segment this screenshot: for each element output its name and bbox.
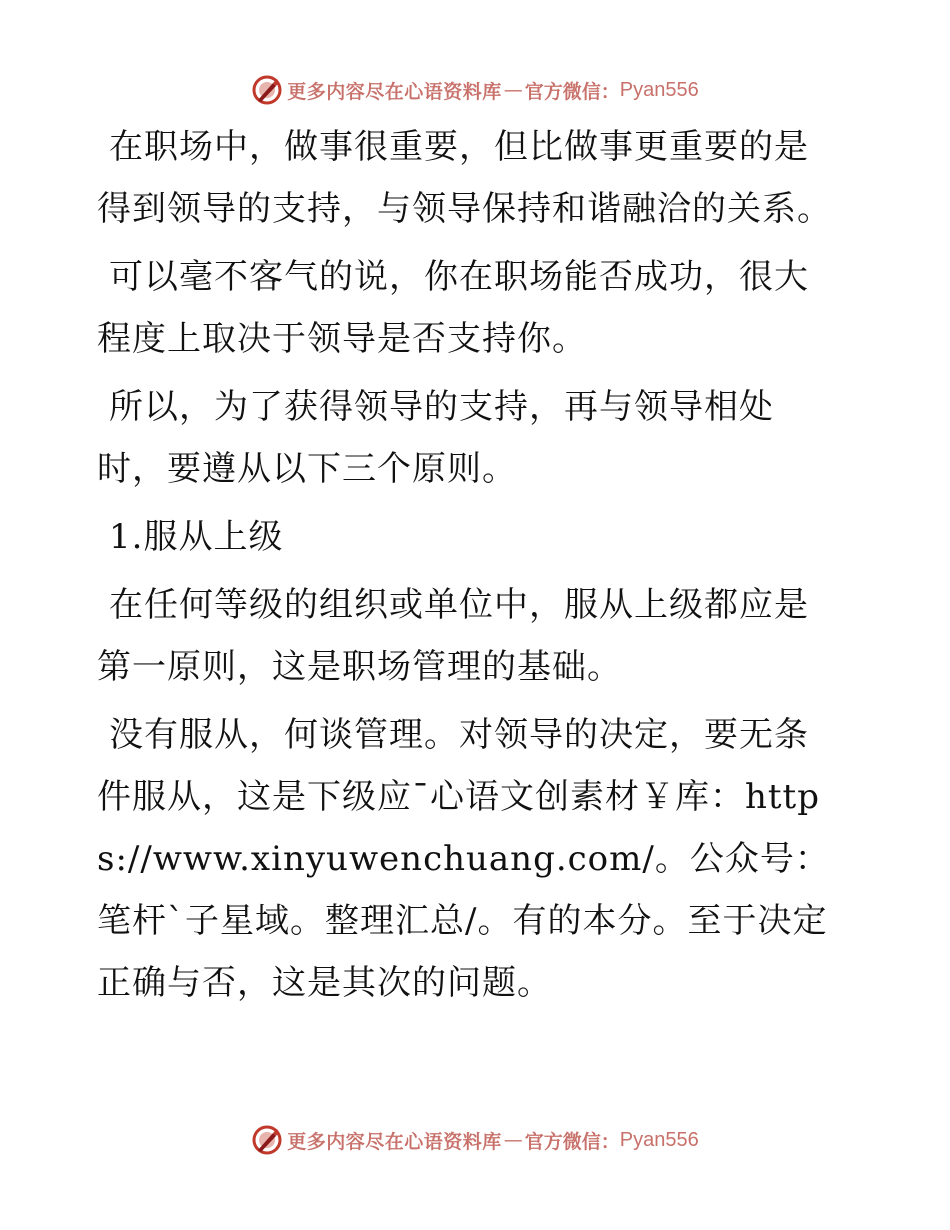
paragraph-2: 可以毫不客气的说，你在职场能否成功，很大程度上取决于领导是否支持你。	[97, 257, 809, 359]
banner-slogan: 更多内容尽在心语资料库	[287, 80, 502, 103]
paragraph-4: 在任何等级的组织或单位中，服从上级都应是第一原则，这是职场管理的基础。	[97, 585, 809, 687]
document-body	[97, 116, 837, 1020]
banner-contact-label: 官方微信：	[524, 1130, 620, 1153]
paragraph-5: 没有服从，何谈管理。对领导的决定，要无条件服从，这是下级应¯心语文创素材￥库：https://www.xinyuwenchuang.com/。公众号：笔杆`子星域。整理汇总/。有的本分。至于决定正确与否，这是其次的问题。	[97, 715, 830, 1003]
banner-separator: —	[503, 79, 523, 101]
banner-contact-id: Pyan556	[619, 1128, 699, 1151]
section-heading: 1.服从上级	[109, 517, 284, 557]
pen-circle-logo-icon	[251, 1124, 283, 1156]
banner-contact-label: 官方微信：	[524, 80, 620, 103]
paragraph-1: 在职场中，做事很重要，但比做事更重要的是得到领导的支持，与领导保持和谐融洽的关系。	[97, 127, 832, 229]
pen-circle-logo-icon	[251, 74, 283, 106]
paragraph-3: 所以，为了获得领导的支持，再与领导相处时，要遵从以下三个原则。	[97, 387, 774, 489]
banner-separator: —	[503, 1129, 523, 1151]
banner-contact-id: Pyan556	[619, 78, 699, 101]
banner-slogan: 更多内容尽在心语资料库	[287, 1130, 502, 1153]
header-banner	[0, 70, 950, 110]
footer-banner	[0, 1120, 950, 1160]
